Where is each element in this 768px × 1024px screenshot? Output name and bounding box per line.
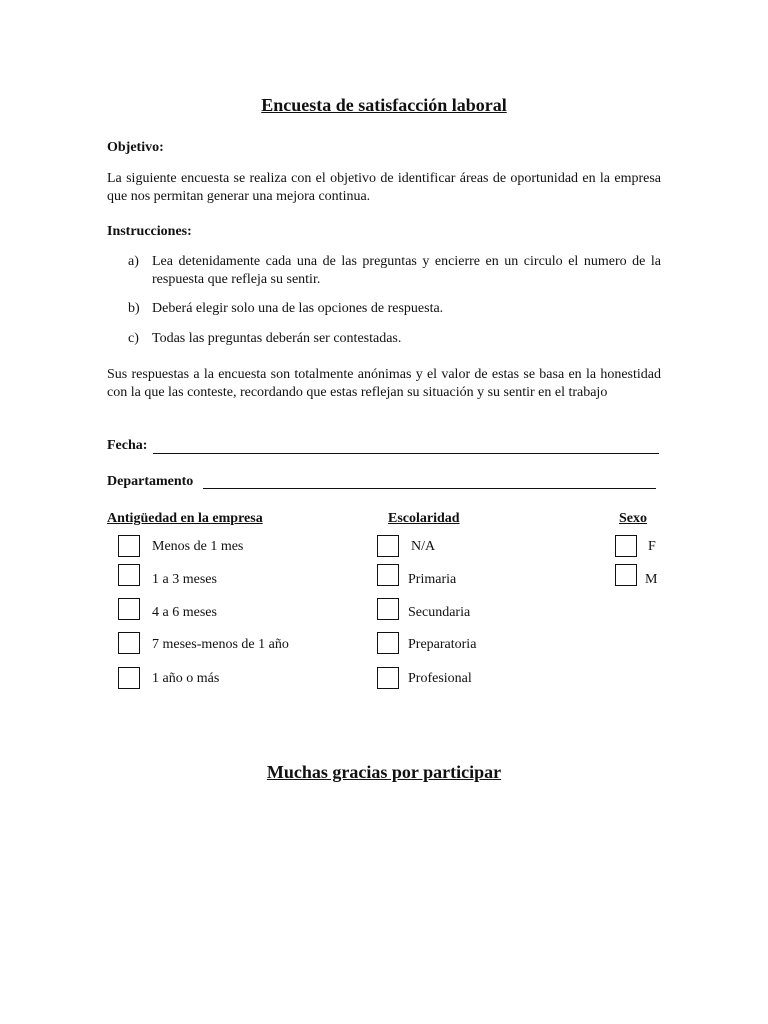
seniority-option-label: 1 a 3 meses: [152, 572, 217, 587]
education-option-label: Profesional: [408, 671, 472, 686]
education-option-label: Primaria: [408, 572, 457, 587]
seniority-option-label: Menos de 1 mes: [152, 539, 244, 554]
seniority-checkbox[interactable]: [118, 667, 140, 689]
education-checkbox[interactable]: [377, 667, 399, 689]
education-checkbox[interactable]: [377, 535, 399, 557]
seniority-checkbox[interactable]: [118, 535, 140, 557]
instruction-marker-c: c): [128, 331, 139, 346]
seniority-checkbox[interactable]: [118, 598, 140, 620]
instruction-marker-b: b): [128, 301, 140, 316]
seniority-heading: Antigüedad en la empresa: [107, 511, 263, 526]
sex-heading: Sexo: [619, 511, 647, 526]
education-option-label: N/A: [411, 539, 436, 554]
sex-checkbox[interactable]: [615, 535, 637, 557]
instruction-text-b: Deberá elegir solo una de las opciones de respuesta.: [152, 301, 444, 316]
department-input-line[interactable]: [203, 488, 656, 489]
education-checkbox[interactable]: [377, 564, 399, 586]
education-option-label: Secundaria: [408, 605, 471, 620]
seniority-option-label: 4 a 6 meses: [152, 605, 217, 620]
instruction-text-c: Todas las preguntas deberán ser contestadas.: [152, 331, 402, 346]
education-heading: Escolaridad: [388, 511, 460, 526]
date-label: Fecha:: [107, 438, 148, 453]
sex-checkbox[interactable]: [615, 564, 637, 586]
seniority-checkbox[interactable]: [118, 632, 140, 654]
education-option-label: Preparatoria: [408, 637, 477, 652]
objective-text: La siguiente encuesta se realiza con el objetivo de identificar áreas de oportunidad en la empresa que nos permitan generar una mejora continua.: [107, 171, 661, 204]
seniority-checkbox[interactable]: [118, 564, 140, 586]
education-checkbox[interactable]: [377, 632, 399, 654]
education-checkbox[interactable]: [377, 598, 399, 620]
seniority-option-label: 7 meses-menos de 1 año: [152, 637, 289, 652]
objective-heading: Objetivo:: [107, 140, 164, 155]
instructions-heading: Instrucciones:: [107, 224, 192, 239]
closing-message: Muchas gracias por participar: [266, 762, 502, 782]
seniority-option-label: 1 año o más: [152, 671, 220, 686]
instruction-text-a: Lea detenidamente cada una de las preguntas y encierre en un circulo el numero de la respuesta que refleja su sentir.: [152, 254, 661, 287]
sex-option-label: M: [645, 572, 658, 587]
survey-title: Encuesta de satisfacción laboral: [261, 95, 507, 115]
anonymity-note: Sus respuestas a la encuesta son totalmente anónimas y el valor de estas se basa en la honestidad con la que las conteste, recordando que estas reflejan su situación y su sentir en el trabajo: [107, 367, 661, 400]
instruction-marker-a: a): [128, 254, 139, 269]
department-label: Departamento: [107, 474, 194, 489]
date-input-line[interactable]: [153, 453, 659, 454]
sex-option-label: F: [648, 539, 656, 554]
